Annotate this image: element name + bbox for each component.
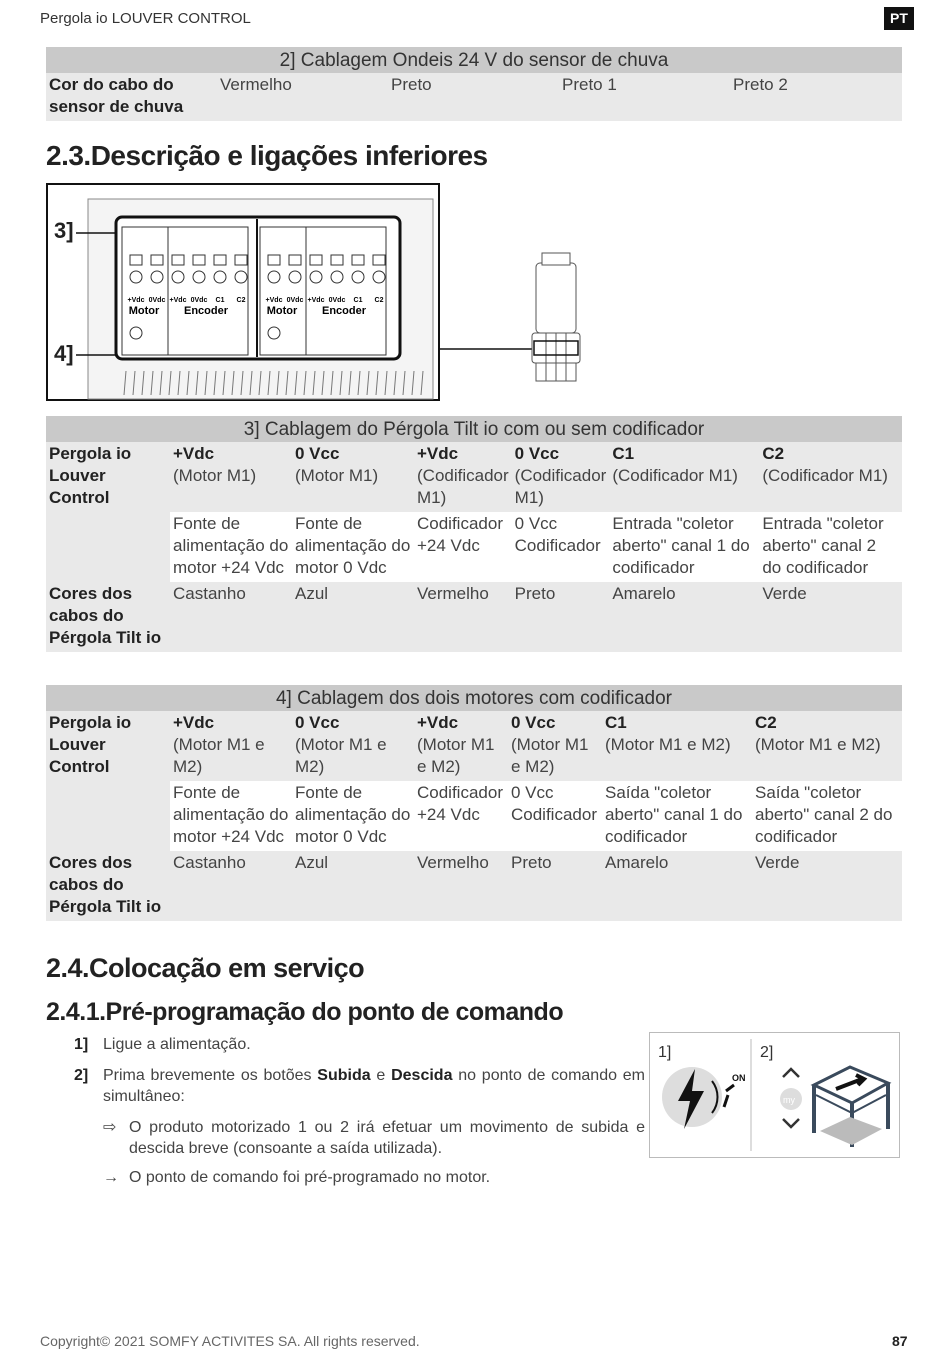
table-cell: +Vdc (Motor M1 e M2) (170, 711, 292, 781)
section-heading-2-3: 2.3.Descrição e ligações inferiores (46, 140, 488, 171)
row-label: Cor do cabo do sensor de chuva (46, 73, 217, 121)
table-cell: Verde (752, 851, 902, 921)
table-cell: C2 (Motor M1 e M2) (752, 711, 902, 781)
result-arrow-icon: ⇨ (103, 1119, 117, 1136)
terminal-label: +Vdc (127, 297, 145, 304)
table-cell: Saída "coletor aberto" canal 1 do codificador (602, 781, 752, 851)
svg-text:ON: ON (732, 1073, 746, 1083)
table-cell: Fonte de alimentação do motor 0 Vdc (292, 512, 414, 582)
row-label: Cores dos cabos do Pérgola Tilt io (46, 851, 170, 921)
table-cell: Castanho (170, 582, 292, 652)
table-cell: C2 (Codificador M1) (759, 442, 902, 512)
table-cell: Codificador +24 Vdc (414, 512, 512, 582)
table-cell: Fonte de alimentação do motor +24 Vdc (170, 512, 292, 582)
two-motor-wiring-table (46, 685, 902, 921)
table-cell-empty (46, 512, 170, 582)
table-cell: Saída "coletor aberto" canal 2 do codificador (752, 781, 902, 851)
procedure-figure (649, 1032, 900, 1158)
button-name-up: Subida (317, 1067, 371, 1084)
table-cell: 0 Vcc (Codificador M1) (512, 442, 610, 512)
terminal-slot (289, 255, 301, 265)
terminal-screw (352, 271, 364, 283)
terminal-slot (172, 255, 184, 265)
terminal-slot (331, 255, 343, 265)
table-cell: Vermelho (414, 582, 512, 652)
terminal-slot (151, 255, 163, 265)
table-cell: C1 (Codificador M1) (609, 442, 759, 512)
table-cell: 0 Vcc (Motor M1 e M2) (292, 711, 414, 781)
table-cell: 0 Vcc (Motor M1 e M2) (508, 711, 602, 781)
terminal-slot (352, 255, 364, 265)
table-cell: Preto (508, 851, 602, 921)
table-cell: Fonte de alimentação do motor +24 Vdc (170, 781, 292, 851)
group-label-encoder: Encoder (183, 305, 229, 317)
table-cell: Azul (292, 851, 414, 921)
section-heading-2-4: 2.4.Colocação em serviço (46, 953, 365, 983)
step-1 (70, 1034, 645, 1055)
terminal-label: 0Vdc (190, 297, 208, 304)
group-label-motor: Motor (128, 305, 160, 317)
outcome-note: → O ponto de comando foi pré-programado no motor. (103, 1169, 491, 1186)
header-title: Pergola io LOUVER CONTROL (40, 10, 251, 27)
table-cell: +Vdc (Codificador M1) (414, 442, 512, 512)
terminal-slot (214, 255, 226, 265)
terminal-label: C1 (353, 297, 363, 304)
terminal-screw (268, 271, 280, 283)
table-cell: C1 (Motor M1 e M2) (602, 711, 752, 781)
outcome-arrow-icon: → (103, 1169, 119, 1186)
table-cell-empty (46, 781, 170, 851)
terminal-screw (214, 271, 226, 283)
step-2: 2] Prima brevemente os botões Subida e Descida no ponto de comando em simultâneo: (74, 1067, 646, 1105)
procedure-steps (70, 1034, 645, 1196)
table-cell: 0 Vcc Codificador (512, 512, 610, 582)
table-cell: 0 Vcc Codificador (508, 781, 602, 851)
result-note: ⇨ O produto motorizado 1 ou 2 irá efetuar um movimento de subida e descida breve (consoante a saída utilizada). (103, 1119, 645, 1157)
table-cell: Codificador +24 Vdc (414, 781, 508, 851)
table-cell: Verde (759, 582, 902, 652)
power-on-icon (662, 1067, 746, 1129)
section-heading-2-4-1: 2.4.1.Pré-programação do ponto de comando (46, 998, 564, 1026)
terminal-label: +Vdc (265, 297, 283, 304)
step-text: Ligue a alimentação. (103, 1036, 251, 1053)
terminal-label: C2 (374, 297, 384, 304)
group-label-encoder: Encoder (321, 305, 367, 317)
table-cell: Fonte de alimentação do motor 0 Vdc (292, 781, 414, 851)
table-cell: Preto 2 (730, 73, 902, 121)
table-cell: Amarelo (602, 851, 752, 921)
table-cell: Preto (512, 582, 610, 652)
step-number: 1] (74, 1036, 89, 1053)
table-title: 3] Cablagem do Pérgola Tilt io com ou sem codificador (46, 416, 902, 442)
copyright: Copyright© 2021 SOMFY ACTIVITES SA. All rights reserved. (40, 1333, 420, 1349)
svg-text:my: my (783, 1095, 795, 1105)
table-cell: Castanho (170, 851, 292, 921)
figure-label-2: 2] (760, 1044, 774, 1061)
terminal-label: C1 (215, 297, 225, 304)
terminal-label: 0Vdc (286, 297, 304, 304)
row-label: Pergola io Louver Control (46, 442, 170, 512)
terminal-screw (235, 271, 247, 283)
button-name-down: Descida (391, 1067, 453, 1084)
table-cell: Vermelho (414, 851, 508, 921)
terminal-slot (235, 255, 247, 265)
page-number: 87 (892, 1333, 908, 1349)
terminal-slot (310, 255, 322, 265)
table-cell: Entrada "coletor aberto" canal 2 do codificador (759, 512, 902, 582)
table-cell: Preto 1 (559, 73, 730, 121)
connector-plug (532, 253, 580, 381)
terminal-label: C2 (236, 297, 246, 304)
rain-sensor-table (46, 47, 902, 121)
terminal-screw (151, 271, 163, 283)
terminal-slot (373, 255, 385, 265)
callout-4: 4] (54, 341, 74, 366)
group-label-motor: Motor (266, 305, 298, 317)
row-label: Pergola io Louver Control (46, 711, 170, 781)
terminal-screw (172, 271, 184, 283)
terminal-screw (289, 271, 301, 283)
terminal-screw (331, 271, 343, 283)
step-number: 2] (74, 1067, 89, 1084)
table-cell: Entrada "coletor aberto" canal 1 do codificador (609, 512, 759, 582)
terminal-label: 0Vdc (328, 297, 346, 304)
tilt-wiring-table (46, 416, 902, 652)
terminal-screw (130, 271, 142, 283)
table-cell: Vermelho (217, 73, 388, 121)
pergola-icon (814, 1067, 888, 1147)
terminal-slot (130, 255, 142, 265)
table-title: 2] Cablagem Ondeis 24 V do sensor de chuva (46, 47, 902, 73)
figure-label-1: 1] (658, 1044, 672, 1061)
terminal-slot (268, 255, 280, 265)
table-cell: +Vdc (Motor M1) (170, 442, 292, 512)
terminal-screw (310, 271, 322, 283)
table-cell: Azul (292, 582, 414, 652)
callout-3: 3] (54, 218, 74, 243)
table-cell: 0 Vcc (Motor M1) (292, 442, 414, 512)
terminal-label: +Vdc (307, 297, 325, 304)
terminal-label: +Vdc (169, 297, 187, 304)
wiring-diagram (46, 183, 586, 403)
language-badge: PT (884, 7, 914, 30)
table-cell: Amarelo (609, 582, 759, 652)
terminal-screw (373, 271, 385, 283)
table-cell: Preto (388, 73, 559, 121)
table-cell: +Vdc (Motor M1 e M2) (414, 711, 508, 781)
remote-up-down-icon (780, 1069, 802, 1127)
terminal-screw (193, 271, 205, 283)
row-label: Cores dos cabos do Pérgola Tilt io (46, 582, 170, 652)
terminal-label: 0Vdc (148, 297, 166, 304)
table-title: 4] Cablagem dos dois motores com codificador (46, 685, 902, 711)
terminal-slot (193, 255, 205, 265)
